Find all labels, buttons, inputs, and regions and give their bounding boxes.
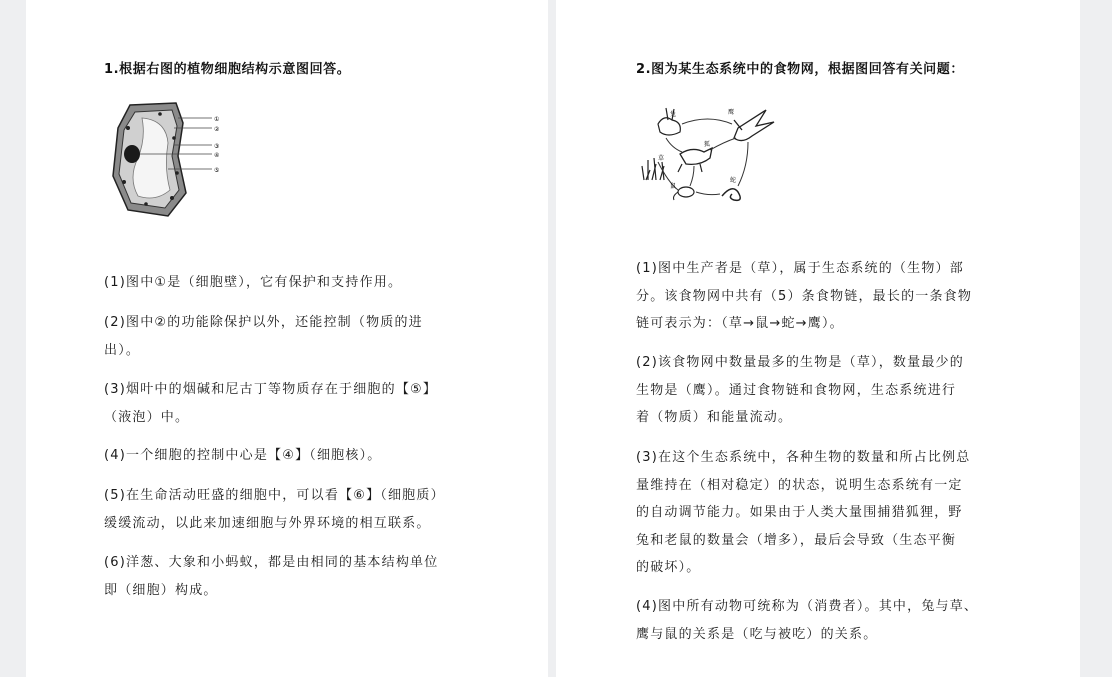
text-line: (4)一个细胞的控制中心是【④】（细胞核）。 bbox=[104, 448, 382, 463]
food-web-diagram bbox=[638, 100, 778, 210]
question-2-3 bbox=[636, 444, 970, 582]
question-1-1 bbox=[104, 269, 402, 297]
text-line: 鹰与鼠的关系是（吃与被吃）的关系。 bbox=[636, 626, 878, 642]
text-line: 生物是（鹰）。通过食物链和食物网，生态系统进行 bbox=[636, 382, 957, 398]
text-line: (1)图中生产者是（草），属于生态系统的（生物）部 bbox=[636, 261, 964, 276]
question-1-5 bbox=[104, 482, 445, 537]
question-2-2 bbox=[636, 349, 964, 432]
text-line: （液泡）中。 bbox=[104, 409, 190, 425]
text-line: 着（物质）和能量流动。 bbox=[636, 410, 793, 425]
label-snake: 蛇 bbox=[730, 177, 737, 184]
text-line: 分。该食物网中共有（5）条食物链，最长的一条食物 bbox=[636, 288, 973, 304]
question-2-title: 2.图为某生态系统中的食物网，根据图回答有关问题： bbox=[636, 62, 964, 77]
label-mouse: 鼠 bbox=[670, 183, 677, 190]
cell-label-4: ④ bbox=[214, 152, 220, 159]
text-line: (1)图中①是（细胞壁），它有保护和支持作用。 bbox=[104, 275, 403, 290]
question-1-6 bbox=[104, 549, 438, 604]
label-grass: 草 bbox=[658, 155, 665, 162]
text-line: 量维持在（相对稳定）的状态，说明生态系统有一定 bbox=[636, 477, 963, 493]
question-1-title: 1.根据右图的植物细胞结构示意图回答。 bbox=[104, 62, 351, 77]
text-line: (2)该食物网中数量最多的生物是（草），数量最少的 bbox=[636, 355, 964, 370]
cell-label-2: ② bbox=[214, 126, 220, 133]
text-line: (6)洋葱、大象和小蚂蚁，都是由相同的基本结构单位 bbox=[104, 555, 439, 570]
text-line: (5)在生命活动旺盛的细胞中，可以看【⑥】（细胞质） bbox=[104, 488, 445, 503]
question-2-1 bbox=[636, 255, 972, 338]
text-line: 的自动调节能力。如果由于人类大量围捕猎狐狸，野 bbox=[636, 505, 963, 520]
text-line: (2)图中②的功能除保护以外，还能控制（物质的进 bbox=[104, 315, 423, 330]
cell-label-3: ③ bbox=[214, 143, 220, 150]
text-line: (3)烟叶中的烟碱和尼古丁等物质存在于细胞的【⑤】 bbox=[104, 382, 438, 397]
plant-cell-diagram bbox=[108, 98, 238, 223]
label-fox: 狐 bbox=[704, 141, 711, 148]
question-1-4 bbox=[104, 442, 381, 470]
question-1-2 bbox=[104, 309, 423, 364]
text-line: (3)在这个生态系统中，各种生物的数量和所占比例总 bbox=[636, 450, 971, 465]
cell-label-1: ① bbox=[214, 116, 220, 123]
cell-label-5: ⑤ bbox=[214, 167, 220, 174]
label-rabbit: 兔 bbox=[670, 111, 677, 118]
text-line: 兔和老鼠的数量会（增多），最后会导致（生态平衡 bbox=[636, 532, 957, 548]
question-1-3 bbox=[104, 376, 437, 431]
left-page bbox=[26, 0, 548, 677]
label-eagle: 鹰 bbox=[728, 109, 735, 116]
text-line: 链可表示为：（草→鼠→蛇→鹰）。 bbox=[636, 316, 844, 331]
question-2-4 bbox=[636, 593, 978, 648]
text-line: (4)图中所有动物可统称为（消费者）。其中，兔与草、 bbox=[636, 599, 979, 614]
text-line: 的破坏）。 bbox=[636, 560, 701, 575]
text-line: 缓缓流动，以此来加速细胞与外界环境的相互联系。 bbox=[104, 515, 431, 531]
text-line: 即（细胞）构成。 bbox=[104, 582, 218, 598]
text-line: 出）。 bbox=[104, 342, 141, 358]
right-page bbox=[556, 0, 1080, 677]
